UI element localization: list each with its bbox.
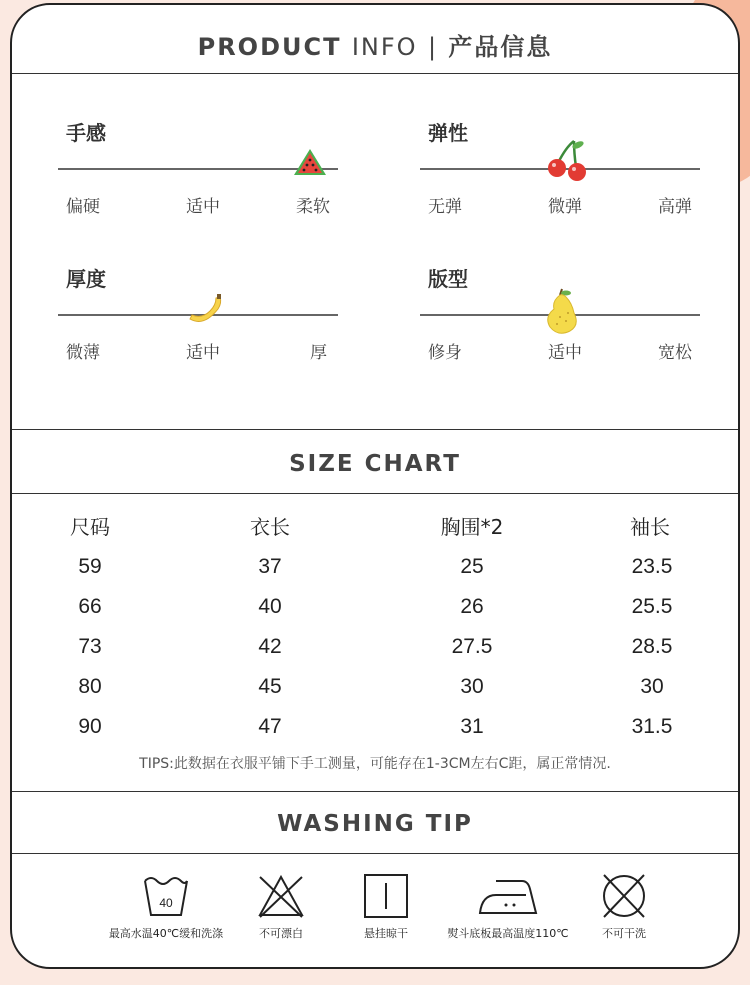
- wash-label: 最高水温40℃缓和洗涤: [108, 927, 224, 940]
- hang-dry-icon: [361, 873, 411, 919]
- wash-label: 不可漂白: [259, 927, 303, 940]
- divider: [12, 493, 738, 494]
- product-info-title: [12, 27, 738, 62]
- tick-low: 微薄: [66, 343, 100, 363]
- wash-item: [316, 873, 456, 941]
- cell-chest: 26: [460, 595, 484, 618]
- table-row: [12, 635, 738, 675]
- wash-label: 悬挂晾干: [364, 927, 408, 940]
- tick-high: 宽松: [658, 343, 692, 363]
- cell-chest: 27.5: [451, 635, 493, 658]
- header-chest: 胸围*2: [440, 515, 504, 539]
- cell-size: 80: [78, 675, 102, 698]
- pear-icon: [542, 287, 582, 337]
- tick-low: 修身: [428, 343, 462, 363]
- cell-chest: 25: [460, 555, 484, 578]
- cell-length: 47: [258, 715, 282, 738]
- table-row: [12, 555, 738, 595]
- wash-label: 熨斗底板最高温度110℃: [447, 927, 569, 940]
- header-size: 尺码: [70, 515, 110, 539]
- tick-high: 厚: [310, 343, 327, 363]
- cell-size: 66: [78, 595, 102, 618]
- cell-chest: 31: [460, 715, 484, 738]
- table-header-row: [12, 511, 738, 551]
- header-length: 衣长: [250, 515, 290, 539]
- tub-number: 40: [159, 896, 173, 910]
- table-row: [12, 675, 738, 715]
- tick-mid: 适中: [548, 343, 582, 363]
- attribute-label: 手感: [66, 121, 106, 145]
- cell-length: 45: [258, 675, 282, 698]
- size-tips: TIPS:此数据在衣服平铺下手工测量，可能存在1-3CM左右C距，属正常情况.: [139, 756, 611, 772]
- title-light: INFO: [351, 33, 418, 61]
- cherry-icon: [544, 139, 590, 183]
- wash-label: 不可干洗: [602, 927, 646, 940]
- divider: [12, 791, 738, 792]
- wash-item: [554, 873, 694, 941]
- table-row: [12, 595, 738, 635]
- title-cn: 产品信息: [448, 33, 553, 61]
- attribute-elasticity: [420, 117, 710, 217]
- attribute-feel: [58, 117, 348, 217]
- cell-sleeve: 31.5: [631, 715, 673, 738]
- cell-length: 37: [258, 555, 282, 578]
- header-sleeve: 袖长: [630, 515, 670, 539]
- tick-mid: 适中: [186, 197, 220, 217]
- iron-icon: [476, 873, 540, 919]
- washing-tip-title: WASHING TIP: [277, 811, 473, 837]
- divider: [12, 429, 738, 430]
- title-separator: |: [427, 33, 439, 61]
- tick-mid: 适中: [186, 343, 220, 363]
- attribute-label: 版型: [428, 267, 468, 291]
- no-bleach-icon: [256, 873, 306, 919]
- cell-length: 40: [258, 595, 282, 618]
- attribute-label: 弹性: [428, 121, 468, 145]
- wash-40-icon: [141, 873, 191, 919]
- table-row: [12, 715, 738, 755]
- cell-sleeve: 25.5: [631, 595, 673, 618]
- cell-size: 59: [78, 555, 102, 578]
- watermelon-icon: [290, 147, 330, 181]
- cell-length: 42: [258, 635, 282, 658]
- attribute-fit: [420, 263, 710, 363]
- title-bold: PRODUCT: [197, 33, 342, 61]
- product-card: [10, 3, 740, 969]
- divider: [12, 73, 738, 74]
- attribute-thickness: [58, 263, 348, 363]
- banana-icon: [186, 293, 226, 329]
- attribute-label: 厚度: [66, 267, 106, 291]
- tick-mid: 微弹: [548, 197, 582, 217]
- tick-low: 偏硬: [66, 197, 100, 217]
- tick-low: 无弹: [428, 197, 462, 217]
- cell-sleeve: 28.5: [631, 635, 673, 658]
- cell-size: 90: [78, 715, 102, 738]
- tick-high: 柔软: [296, 197, 330, 217]
- size-chart-title: SIZE CHART: [289, 451, 461, 477]
- cell-sleeve: 23.5: [631, 555, 673, 578]
- no-dry-clean-icon: [599, 873, 649, 919]
- cell-sleeve: 30: [640, 675, 664, 698]
- cell-chest: 30: [460, 675, 484, 698]
- cell-size: 73: [78, 635, 102, 658]
- divider: [12, 853, 738, 854]
- tick-high: 高弹: [658, 197, 692, 217]
